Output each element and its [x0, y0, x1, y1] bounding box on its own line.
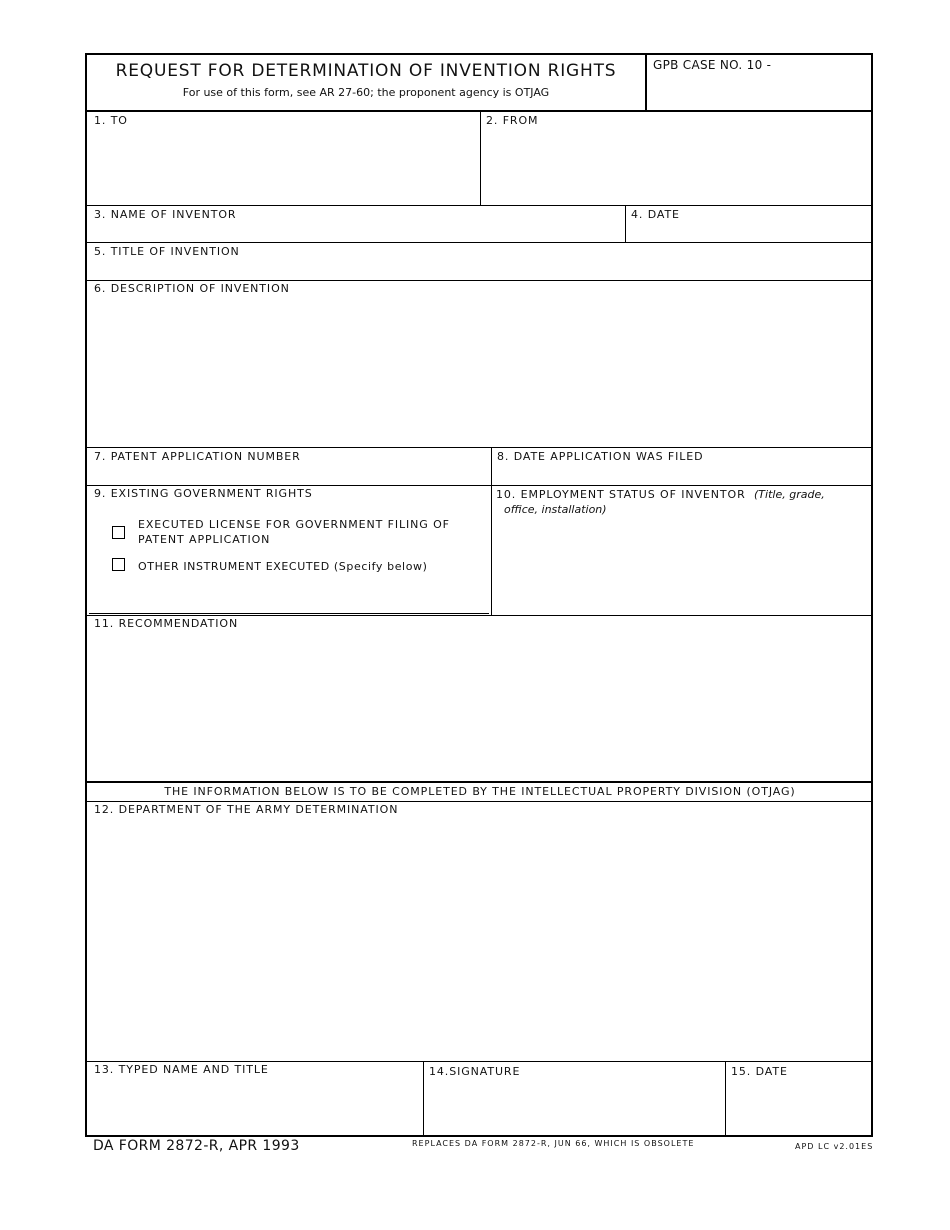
employment-status-text: 10. EMPLOYMENT STATUS OF INVENTOR — [496, 488, 746, 501]
otjag-section-header-text: THE INFORMATION BELOW IS TO BE COMPLETED BY THE INTELLECTUAL PROPERTY DIVISION (OTJAG) — [164, 785, 796, 798]
from-field[interactable] — [480, 110, 873, 205]
signature-label: 14.SIGNATURE — [429, 1065, 521, 1078]
employment-status-note-2: office, installation) — [504, 503, 607, 516]
to-field[interactable] — [87, 110, 480, 205]
otjag-section-header — [87, 781, 873, 801]
form-title-block — [87, 55, 645, 110]
employment-status-label — [496, 488, 825, 501]
date-filed-field[interactable] — [491, 447, 873, 485]
description-field[interactable] — [87, 280, 873, 447]
signature-field[interactable] — [423, 1061, 725, 1137]
license-checkbox-label-1: EXECUTED LICENSE FOR GOVERNMENT FILING OF — [138, 518, 450, 531]
existing-rights-section — [87, 485, 491, 615]
date-15-field[interactable] — [725, 1061, 873, 1137]
existing-rights-underline — [89, 613, 489, 614]
patent-app-number-label: 7. PATENT APPLICATION NUMBER — [94, 450, 301, 463]
army-determination-label: 12. DEPARTMENT OF THE ARMY DETERMINATION — [94, 803, 399, 816]
army-determination-field[interactable] — [87, 801, 873, 1061]
license-checkbox-label-2: PATENT APPLICATION — [138, 533, 271, 546]
invention-rights-form — [85, 53, 873, 1137]
case-number-field[interactable] — [645, 55, 873, 110]
existing-rights-label: 9. EXISTING GOVERNMENT RIGHTS — [94, 487, 313, 500]
inventor-name-field[interactable] — [87, 205, 625, 242]
other-instrument-label: OTHER INSTRUMENT EXECUTED (Specify below) — [138, 560, 428, 573]
version-note: APD LC v2.01ES — [795, 1142, 874, 1151]
date-field[interactable] — [625, 205, 873, 242]
description-label: 6. DESCRIPTION OF INVENTION — [94, 282, 290, 295]
from-label: 2. FROM — [486, 114, 539, 127]
form-id: DA FORM 2872-R, APR 1993 — [93, 1138, 300, 1154]
form-title: REQUEST FOR DETERMINATION OF INVENTION RIGHTS — [115, 61, 617, 81]
form-subtitle: For use of this form, see AR 27-60; the proponent agency is OTJAG — [182, 86, 550, 99]
date-15-label: 15. DATE — [731, 1065, 788, 1078]
invention-title-field[interactable] — [87, 242, 873, 280]
case-number-label: GPB CASE NO. 10 - — [653, 58, 772, 72]
recommendation-field[interactable] — [87, 615, 873, 781]
typed-name-field[interactable] — [87, 1061, 423, 1137]
typed-name-label: 13. TYPED NAME AND TITLE — [94, 1063, 269, 1076]
invention-title-label: 5. TITLE OF INVENTION — [94, 245, 240, 258]
employment-status-note-1: (Title, grade, — [754, 488, 825, 501]
other-instrument-checkbox[interactable] — [112, 558, 125, 571]
replaces-note: REPLACES DA FORM 2872-R, JUN 66, WHICH IS OBSOLETE — [412, 1139, 695, 1148]
employment-status-field[interactable] — [491, 485, 873, 615]
inventor-name-label: 3. NAME OF INVENTOR — [94, 208, 237, 221]
license-checkbox[interactable] — [112, 526, 125, 539]
patent-app-number-field[interactable] — [87, 447, 491, 485]
date-label: 4. DATE — [631, 208, 680, 221]
date-filed-label: 8. DATE APPLICATION WAS FILED — [497, 450, 704, 463]
to-label: 1. TO — [94, 114, 128, 127]
recommendation-label: 11. RECOMMENDATION — [94, 617, 239, 630]
